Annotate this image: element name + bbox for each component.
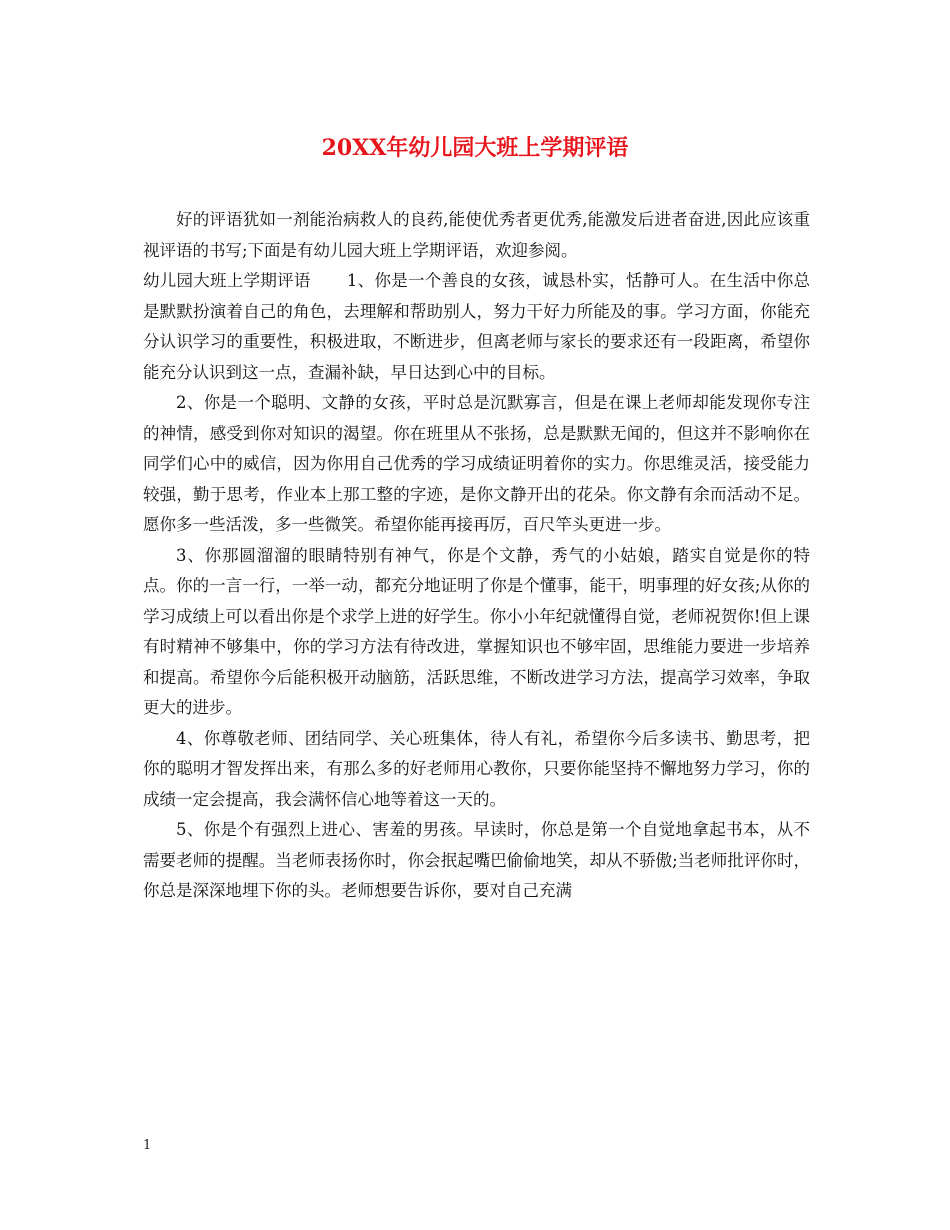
comment-3: 3、你那圆溜溜的眼睛特别有神气，你是个文静，秀气的小姑娘，踏实自觉是你的特点。你的一言一行，一举一动，都充分地证明了你是个懂事，能干，明事理的好女孩;从你的学习成绩上可以看出你是个求学上进的好学生。你小小年纪就懂得自觉，老师祝贺你!但上课有时精神不够集中，你的学习方法有待改进，掌握知识也不够牢固，思维能力要进一步培养和提高。希望你今后能积极开动脑筋，活跃思维，不断改进学习方法，提高学习效率，争取更大的进步。 xyxy=(143,545,810,717)
comment-4: 4、你尊敬老师、团结同学、关心班集体，待人有礼，希望你今后多读书、勤思考，把你的聪明才智发挥出来，有那么多的好老师用心教你，只要你能坚持不懈地努力学习，你的成绩一定会提高，我会满怀信心地等着这一天的。 xyxy=(143,728,810,809)
document-body xyxy=(143,205,810,907)
first-comment-paragraph xyxy=(143,266,810,388)
section-label: 幼儿园大班上学期评语 xyxy=(143,271,311,290)
comment-5: 5、你是个有强烈上进心、害羞的男孩。早读时，你总是第一个自觉地拿起书本，从不需要老师的提醒。当老师表扬你时，你会抿起嘴巴偷偷地笑，却从不骄傲;当老师批评你时，你总是深深地埋下你的头。老师想要告诉你，要对自己充满 xyxy=(143,820,810,900)
document-title: 20XX年幼儿园大班上学期评语 xyxy=(321,135,629,161)
intro-paragraph: 好的评语犹如一剂能治病救人的良药,能使优秀者更优秀,能激发后进者奋进,因此应该重视评语的书写;下面是有幼儿园大班上学期评语，欢迎参阅。 xyxy=(143,210,810,260)
comment-1: 1、你是一个善良的女孩，诚恳朴实，恬静可人。在生活中你总是默默扮演着自己的角色，去理解和帮助别人，努力干好力所能及的事。学习方面，你能充分认识学习的重要性，积极进取，不断进步，但离老师与家长的要求还有一段距离，希望你能充分认识到这一点，查漏补缺，早日达到心中的目标。 xyxy=(143,271,811,382)
page-number: 1 xyxy=(143,1138,152,1153)
comment-2: 2、你是一个聪明、文静的女孩，平时总是沉默寡言，但是在课上老师却能发现你专注的神情，感受到你对知识的渴望。你在班里从不张扬，总是默默无闻的，但这并不影响你在同学们心中的威信，因为你用自己优秀的学习成绩证明着你的实力。你思维灵活，接受能力较强，勤于思考，作业本上那工整的字迹，是你文静开出的花朵。你文静有余而活动不足。愿你多一些活泼，多一些微笑。希望你能再接再厉，百尺竿头更进一步。 xyxy=(143,393,810,534)
